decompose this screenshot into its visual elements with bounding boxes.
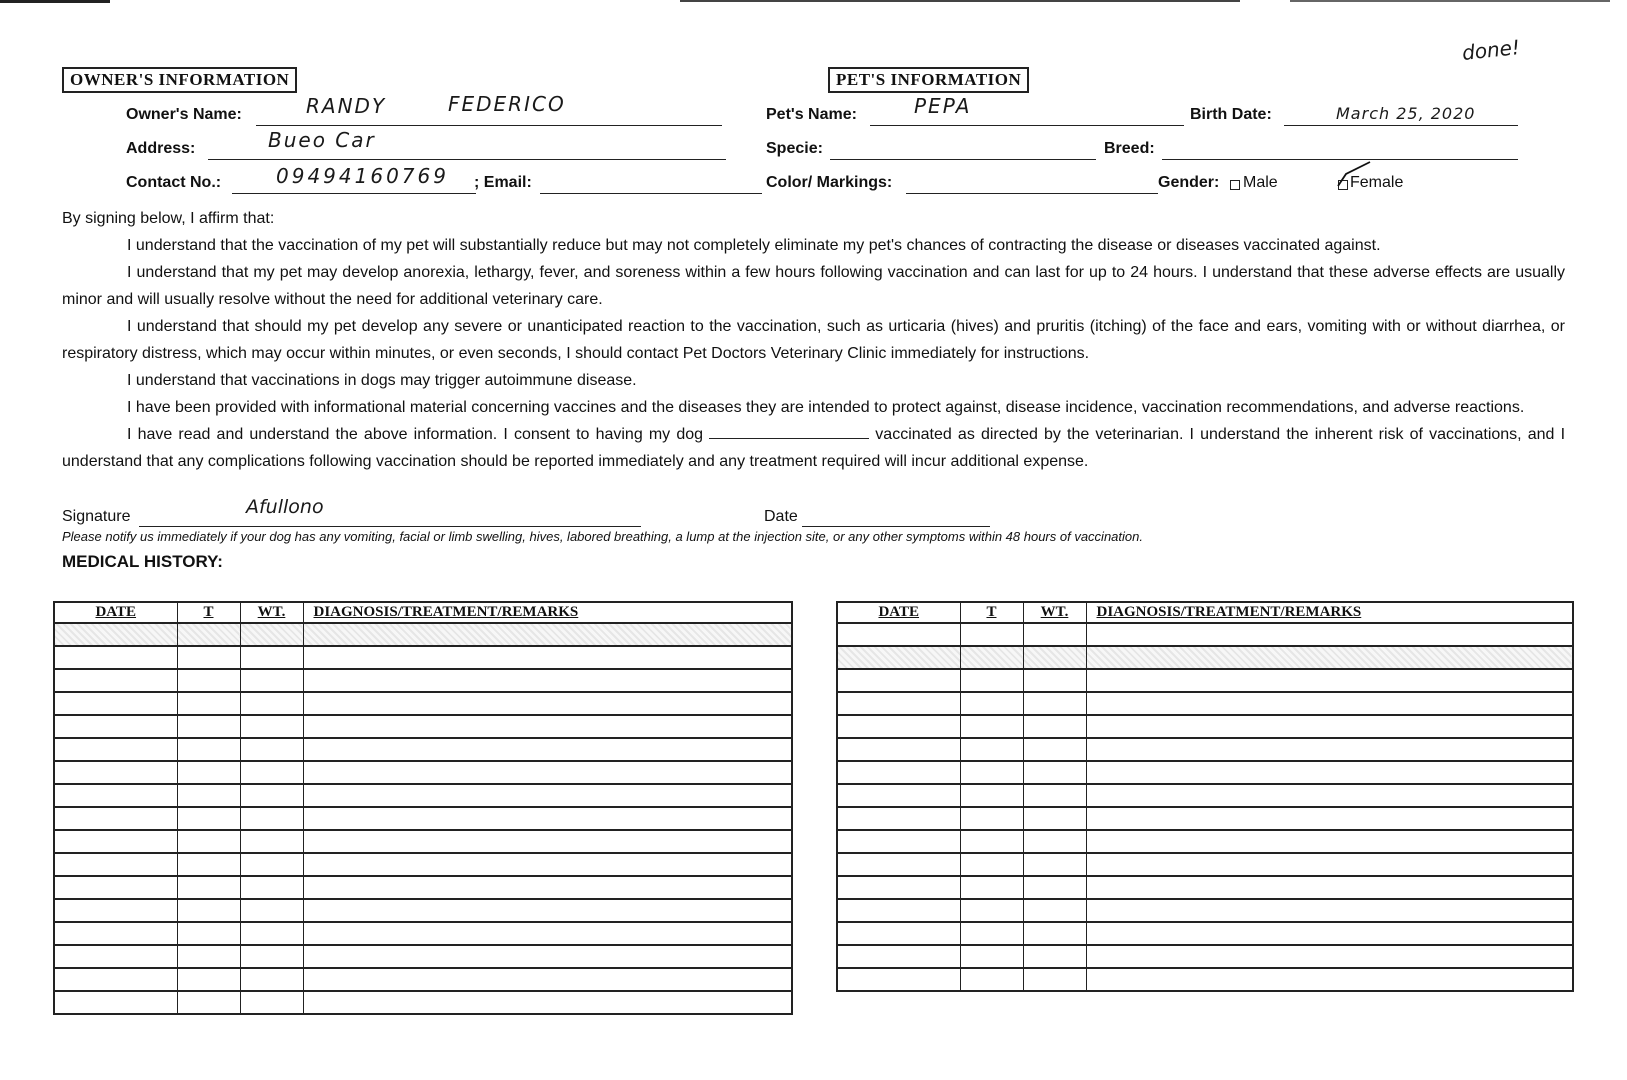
temperature-cell[interactable] <box>960 669 1023 692</box>
consent-paragraph-6-end: vaccinated as directed by the veterinarian. I understand the inherent risk of vaccinations, and I understand that any complications following vaccination should be reported immediately and any treatment required will incur additional expense. <box>62 426 1566 470</box>
date-cell[interactable] <box>837 784 960 807</box>
date-cell[interactable] <box>54 968 177 991</box>
owner-section-title: OWNER'S INFORMATION <box>62 67 297 93</box>
consent-paragraph-4: I understand that vaccinations in dogs may trigger autoimmune disease. <box>127 372 637 389</box>
temperature-cell[interactable] <box>960 623 1023 646</box>
weight-cell[interactable] <box>1023 738 1086 761</box>
consent-paragraph-5: I have been provided with informational material concerning vaccines and the diseases they are intended to protect against, disease incidence, vaccination recommendations, and adverse reactions. <box>127 399 1525 416</box>
diagnosis-cell[interactable] <box>303 784 792 807</box>
date-cell[interactable] <box>837 876 960 899</box>
male-checkbox[interactable] <box>1230 180 1240 190</box>
date-cell[interactable] <box>837 715 960 738</box>
table-row <box>54 807 792 830</box>
table-row <box>837 692 1573 715</box>
date-cell[interactable] <box>54 646 177 669</box>
table-row <box>837 945 1573 968</box>
weight-cell[interactable] <box>1023 830 1086 853</box>
table-row <box>54 692 792 715</box>
diagnosis-cell[interactable] <box>1086 715 1573 738</box>
birth-date-label: Birth Date: <box>1190 106 1272 123</box>
email-line <box>540 193 762 194</box>
temperature-cell[interactable] <box>960 853 1023 876</box>
date-cell[interactable] <box>837 669 960 692</box>
diagnosis-cell[interactable] <box>1086 945 1573 968</box>
signature-date-line <box>802 526 990 527</box>
temperature-cell[interactable] <box>177 922 240 945</box>
address-value: Bueo Car <box>268 128 376 152</box>
diagnosis-cell[interactable] <box>303 922 792 945</box>
diagnosis-cell[interactable] <box>1086 807 1573 830</box>
date-cell[interactable] <box>54 853 177 876</box>
weight-cell[interactable] <box>240 715 303 738</box>
diagnosis-cell[interactable] <box>303 738 792 761</box>
contact-line <box>232 193 476 194</box>
scan-top-edge <box>0 0 1627 4</box>
weight-cell[interactable] <box>1023 853 1086 876</box>
medical-history-table-right <box>836 601 1574 992</box>
pet-name-label: Pet's Name: <box>766 106 857 123</box>
consent-paragraph-2: I understand that my pet may develop anorexia, lethargy, fever, and soreness within a few hours following vaccination and can last for up to 24 hours. I understand that these adverse effects are usually minor and will usually resolve without the need for additional veterinary care. <box>62 264 1565 308</box>
weight-cell[interactable] <box>240 738 303 761</box>
table-row <box>54 830 792 853</box>
table-row <box>54 968 792 991</box>
temperature-cell[interactable] <box>177 945 240 968</box>
date-cell[interactable] <box>54 715 177 738</box>
weight-cell[interactable] <box>1023 784 1086 807</box>
diagnosis-cell[interactable] <box>1086 646 1573 669</box>
medical-history-table-left <box>53 601 793 1015</box>
diagnosis-cell[interactable] <box>1086 899 1573 922</box>
diagnosis-cell[interactable] <box>1086 922 1573 945</box>
date-cell[interactable] <box>54 899 177 922</box>
temperature-cell[interactable] <box>177 738 240 761</box>
date-cell[interactable] <box>54 991 177 1014</box>
date-cell[interactable] <box>837 853 960 876</box>
male-option-label: Male <box>1243 174 1278 191</box>
table-row <box>54 991 792 1014</box>
signature-label: Signature <box>62 508 131 525</box>
diagnosis-cell[interactable] <box>1086 968 1573 991</box>
table-row <box>54 899 792 922</box>
pet-section-title: PET'S INFORMATION <box>828 67 1029 93</box>
temperature-cell[interactable] <box>177 761 240 784</box>
consent-paragraph-6 <box>62 421 1565 475</box>
date-cell[interactable] <box>54 761 177 784</box>
column-header-diagnosis: DIAGNOSIS/TREATMENT/REMARKS <box>303 602 792 623</box>
diagnosis-cell[interactable] <box>303 807 792 830</box>
gender-label: Gender: <box>1158 174 1220 191</box>
consent-paragraph-1: I understand that the vaccination of my pet will substantially reduce but may not completely eliminate my pet's chances of contracting the disease or diseases vaccinated against. <box>127 237 1381 254</box>
column-header-temperature: T <box>177 602 240 623</box>
table-row <box>54 715 792 738</box>
weight-cell[interactable] <box>240 968 303 991</box>
weight-cell[interactable] <box>1023 669 1086 692</box>
table-row <box>837 830 1573 853</box>
diagnosis-cell[interactable] <box>303 968 792 991</box>
column-header-date: DATE <box>95 604 137 620</box>
table-row <box>837 623 1573 646</box>
breed-label: Breed: <box>1104 140 1155 157</box>
temperature-cell[interactable] <box>177 692 240 715</box>
temperature-cell[interactable] <box>177 830 240 853</box>
table-row <box>54 876 792 899</box>
table-row <box>837 899 1573 922</box>
pet-name-line <box>870 125 1184 126</box>
weight-cell[interactable] <box>240 922 303 945</box>
temperature-cell[interactable] <box>960 876 1023 899</box>
date-cell[interactable] <box>54 623 177 646</box>
date-cell[interactable] <box>837 646 960 669</box>
weight-cell[interactable] <box>240 807 303 830</box>
diagnosis-cell[interactable] <box>303 830 792 853</box>
table-row <box>837 761 1573 784</box>
diagnosis-cell[interactable] <box>303 853 792 876</box>
diagnosis-cell[interactable] <box>1086 692 1573 715</box>
date-cell[interactable] <box>54 922 177 945</box>
temperature-cell[interactable] <box>177 669 240 692</box>
weight-cell[interactable] <box>1023 968 1086 991</box>
specie-label: Specie: <box>766 140 823 157</box>
weight-cell[interactable] <box>240 692 303 715</box>
diagnosis-cell[interactable] <box>1086 830 1573 853</box>
date-cell[interactable] <box>54 784 177 807</box>
weight-cell[interactable] <box>240 945 303 968</box>
contact-label: Contact No.: <box>126 174 222 191</box>
temperature-cell[interactable] <box>960 715 1023 738</box>
date-cell[interactable] <box>837 945 960 968</box>
table-row <box>837 853 1573 876</box>
date-cell[interactable] <box>54 876 177 899</box>
table-row <box>54 761 792 784</box>
diagnosis-cell[interactable] <box>1086 738 1573 761</box>
column-header-diagnosis: DIAGNOSIS/TREATMENT/REMARKS <box>1086 602 1573 623</box>
owner-last-name: FEDERICO <box>448 92 566 116</box>
date-cell[interactable] <box>837 738 960 761</box>
weight-cell[interactable] <box>240 830 303 853</box>
consent-intro: By signing below, I affirm that: <box>62 210 275 227</box>
temperature-cell[interactable] <box>960 646 1023 669</box>
diagnosis-cell[interactable] <box>303 991 792 1014</box>
address-label: Address: <box>126 140 196 157</box>
table-row <box>837 669 1573 692</box>
weight-cell[interactable] <box>1023 646 1086 669</box>
owner-name-label: Owner's Name: <box>126 106 242 123</box>
temperature-cell[interactable] <box>177 623 240 646</box>
column-header-weight: WT. <box>1023 602 1086 623</box>
column-header-weight: WT. <box>240 602 303 623</box>
table-row <box>837 807 1573 830</box>
pet-name-value: PEPA <box>914 94 972 118</box>
temperature-cell[interactable] <box>177 876 240 899</box>
weight-cell[interactable] <box>1023 899 1086 922</box>
table-row <box>54 738 792 761</box>
weight-cell[interactable] <box>1023 807 1086 830</box>
temperature-cell[interactable] <box>177 784 240 807</box>
diagnosis-cell[interactable] <box>1086 623 1573 646</box>
table-row <box>54 646 792 669</box>
weight-cell[interactable] <box>240 853 303 876</box>
signature-value: Afullono <box>246 496 324 518</box>
date-cell[interactable] <box>837 692 960 715</box>
diagnosis-cell[interactable] <box>303 692 792 715</box>
birth-date-value: March 25, 2020 <box>1336 104 1476 123</box>
medical-history-title: MEDICAL HISTORY: <box>62 552 223 571</box>
temperature-cell[interactable] <box>960 968 1023 991</box>
date-cell[interactable] <box>54 692 177 715</box>
notify-notice: Please notify us immediately if your dog has any vomiting, facial or limb swelling, hives, labored breathing, a lump at the injection site, or any other symptoms within 48 hours of vaccination. <box>62 529 1143 544</box>
diagnosis-cell[interactable] <box>1086 876 1573 899</box>
weight-cell[interactable] <box>1023 876 1086 899</box>
table-row <box>837 968 1573 991</box>
date-cell[interactable] <box>837 899 960 922</box>
table-row <box>54 853 792 876</box>
diagnosis-cell[interactable] <box>303 899 792 922</box>
table-row <box>54 623 792 646</box>
date-label: Date <box>764 508 798 525</box>
weight-cell[interactable] <box>240 784 303 807</box>
birth-date-line <box>1284 125 1518 126</box>
date-cell[interactable] <box>837 807 960 830</box>
dog-name-blank[interactable] <box>709 424 869 439</box>
address-line <box>208 159 726 160</box>
owner-first-name: RANDY <box>306 94 387 118</box>
date-cell[interactable] <box>54 945 177 968</box>
signature-line <box>139 526 641 527</box>
contact-value: 09494160769 <box>276 164 449 188</box>
consent-paragraph-3: I understand that should my pet develop any severe or unanticipated reaction to the vaccination, such as urticaria (hives) and pruritis (itching) of the face and ears, vomiting with or without diarrhea, or respiratory distress, which may occur within minutes, or even seconds, I should contact Pet Doctors Veterinary Clinic immediately for instructions. <box>62 318 1565 362</box>
temperature-cell[interactable] <box>177 853 240 876</box>
color-markings-line <box>906 193 1158 194</box>
email-label: ; Email: <box>474 174 532 191</box>
date-cell[interactable] <box>837 623 960 646</box>
consent-paragraph-6-start: I have read and understand the above information. I consent to having my dog <box>127 426 704 443</box>
diagnosis-cell[interactable] <box>303 715 792 738</box>
weight-cell[interactable] <box>1023 922 1086 945</box>
temperature-cell[interactable] <box>960 692 1023 715</box>
weight-cell[interactable] <box>240 646 303 669</box>
temperature-cell[interactable] <box>960 945 1023 968</box>
temperature-cell[interactable] <box>177 715 240 738</box>
diagnosis-cell[interactable] <box>303 876 792 899</box>
diagnosis-cell[interactable] <box>303 646 792 669</box>
weight-cell[interactable] <box>240 761 303 784</box>
color-markings-label: Color/ Markings: <box>766 174 893 191</box>
weight-cell[interactable] <box>240 669 303 692</box>
weight-cell[interactable] <box>240 899 303 922</box>
column-header-temperature: T <box>960 602 1023 623</box>
female-option-label: Female <box>1350 174 1404 191</box>
temperature-cell[interactable] <box>960 738 1023 761</box>
temperature-cell[interactable] <box>177 968 240 991</box>
diagnosis-cell[interactable] <box>303 669 792 692</box>
diagnosis-cell[interactable] <box>1086 669 1573 692</box>
diagnosis-cell[interactable] <box>1086 784 1573 807</box>
weight-cell[interactable] <box>1023 623 1086 646</box>
weight-cell[interactable] <box>1023 692 1086 715</box>
weight-cell[interactable] <box>1023 761 1086 784</box>
date-cell[interactable] <box>837 922 960 945</box>
temperature-cell[interactable] <box>960 807 1023 830</box>
weight-cell[interactable] <box>1023 715 1086 738</box>
table-row <box>54 922 792 945</box>
weight-cell[interactable] <box>240 876 303 899</box>
specie-line <box>830 159 1096 160</box>
temperature-cell[interactable] <box>960 761 1023 784</box>
date-cell[interactable] <box>54 669 177 692</box>
temperature-cell[interactable] <box>177 807 240 830</box>
temperature-cell[interactable] <box>960 899 1023 922</box>
weight-cell[interactable] <box>240 623 303 646</box>
diagnosis-cell[interactable] <box>1086 761 1573 784</box>
column-header-date: DATE <box>878 604 920 620</box>
temperature-cell[interactable] <box>960 784 1023 807</box>
table-row <box>837 784 1573 807</box>
table-row <box>837 922 1573 945</box>
table-row <box>54 669 792 692</box>
temperature-cell[interactable] <box>960 830 1023 853</box>
table-row <box>54 784 792 807</box>
table-row <box>837 876 1573 899</box>
diagnosis-cell[interactable] <box>303 945 792 968</box>
temperature-cell[interactable] <box>177 991 240 1014</box>
temperature-cell[interactable] <box>177 646 240 669</box>
consent-text <box>62 205 1565 475</box>
date-cell[interactable] <box>54 738 177 761</box>
date-cell[interactable] <box>54 830 177 853</box>
date-cell[interactable] <box>837 761 960 784</box>
date-cell[interactable] <box>837 968 960 991</box>
owner-name-line <box>256 125 722 126</box>
weight-cell[interactable] <box>240 991 303 1014</box>
weight-cell[interactable] <box>1023 945 1086 968</box>
table-row <box>54 945 792 968</box>
diagnosis-cell[interactable] <box>1086 853 1573 876</box>
date-cell[interactable] <box>837 830 960 853</box>
temperature-cell[interactable] <box>960 922 1023 945</box>
diagnosis-cell[interactable] <box>303 761 792 784</box>
temperature-cell[interactable] <box>177 899 240 922</box>
table-row <box>837 738 1573 761</box>
diagnosis-cell[interactable] <box>303 623 792 646</box>
corner-note: done! <box>1460 35 1522 65</box>
table-row <box>837 646 1573 669</box>
date-cell[interactable] <box>54 807 177 830</box>
table-row <box>837 715 1573 738</box>
